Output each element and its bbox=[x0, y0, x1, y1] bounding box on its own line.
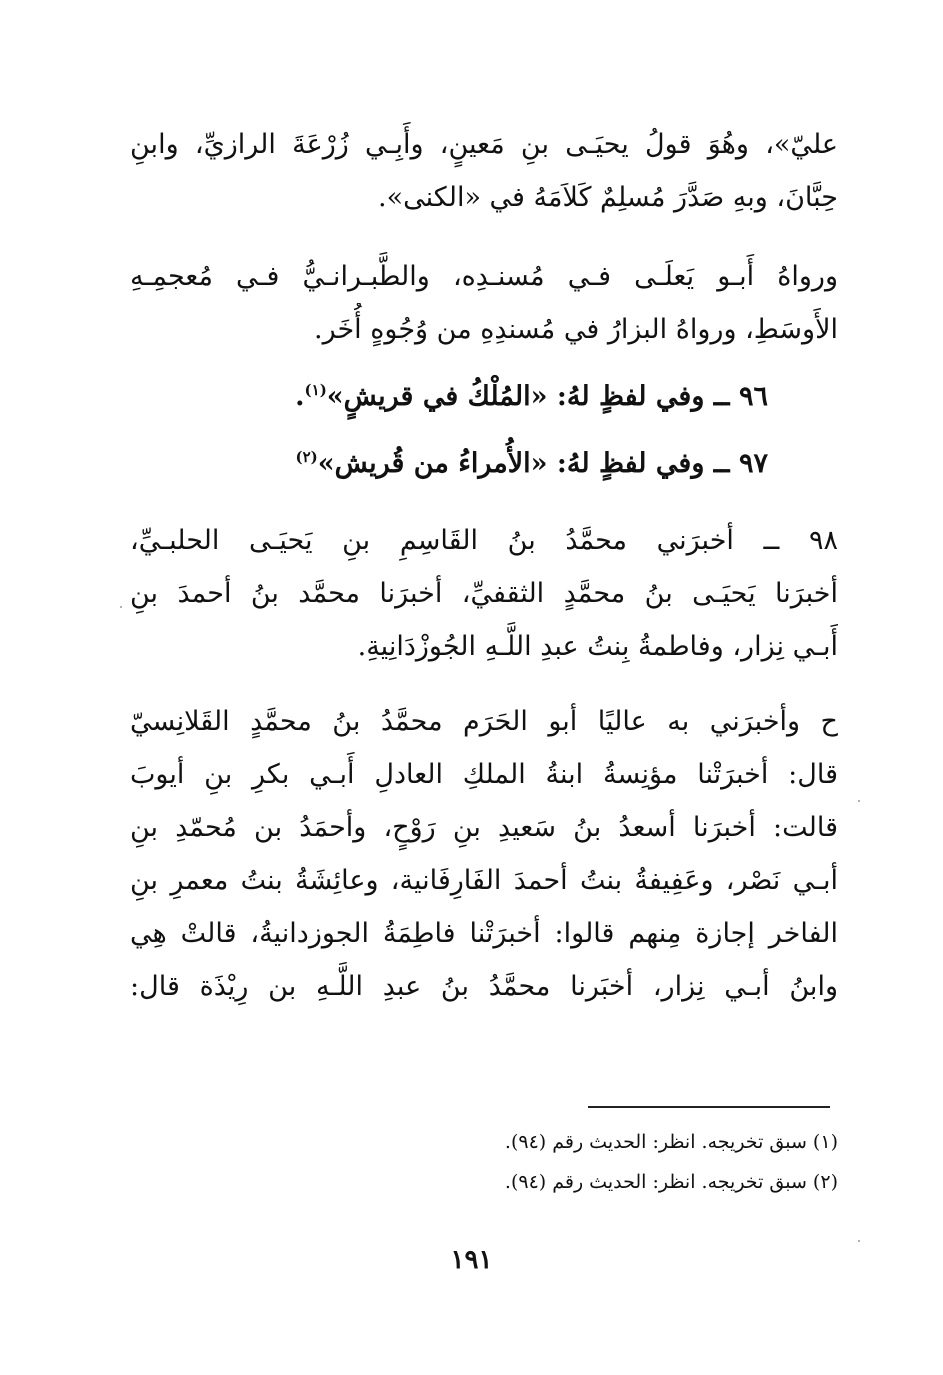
text-line: حِبَّانَ، وبهِ صَدَّرَ مُسلِمٌ كَلاَمَهُ في «الكنى». bbox=[378, 182, 838, 213]
footnotes bbox=[300, 1122, 838, 1202]
text-line: قالت: أخبرَنا أسعدُ بنُ سَعيدِ بنِ رَوْحٍ، وأحمَدُ بن مُحمّدِ بنِ bbox=[130, 812, 838, 843]
hadith-96 bbox=[130, 370, 838, 423]
text-line: ح وأخبرَني به عاليًا أبو الحَرَم محمَّدُ بنُ محمَّدٍ القَلانِسيّ bbox=[130, 706, 838, 737]
text-line: أَبـي نِزار، وفاطمةُ بِنتُ عبدِ اللَّـهِ الجُوزْدَانِيةِ. bbox=[357, 631, 838, 662]
scan-speck bbox=[858, 800, 860, 802]
page-number: ١٩١ bbox=[450, 1245, 493, 1275]
text-line: قال: أخبرَتْنا مؤنِسةُ ابنةُ الملكِ العادلِ أَبـي بكرِ بنِ أيوبَ bbox=[130, 759, 838, 790]
hadith-97 bbox=[130, 437, 838, 490]
scan-speck bbox=[120, 606, 122, 608]
text-line: أخبرَنا يَحيَـى بنُ محمَّدٍ الثقفيِّ، أخبرَنا محمَّد بنُ أحمدَ بنِ bbox=[130, 578, 838, 609]
footnote-ref: (٢) bbox=[295, 448, 318, 466]
hadith-end: . bbox=[295, 381, 305, 412]
text-line: الأَوسَطِ، ورواهُ البزارُ في مُسندِهِ من وُجُوهٍ أُخَر. bbox=[314, 314, 838, 345]
text-line: عليّ»، وهُوَ قولُ يحيَـى بنِ مَعينٍ، وأَبِـي زُرْعَةَ الرازيِّ، وابنِ bbox=[130, 129, 838, 160]
main-text bbox=[130, 118, 838, 1013]
text-line: الفاخر إجازة مِنهم قالوا: أخبرَتْنا فاطِمَةُ الجوزدانيةُ، قالتْ هِي bbox=[130, 918, 838, 949]
scan-speck bbox=[858, 1240, 860, 1242]
footnote-ref: (١) bbox=[304, 381, 327, 399]
hadith-text: ٩٦ ــ وفي لفظٍ لهُ: «المُلْكُ في قريشٍ» bbox=[326, 381, 768, 412]
text-line: ٩٨ ــ أخبرَني محمَّدُ بنُ القَاسِمِ بنِ يَحيَـى الحلبـيِّ، bbox=[130, 525, 838, 556]
footnote-divider bbox=[588, 1106, 830, 1108]
text-line: ورواهُ أَبـو يَعلَـى فـي مُسنـدِه، والطَّبـرانـيُّ فـي مُعجمِـهِ bbox=[130, 261, 838, 292]
text-line: أبـي نَصْر، وعَفِيفةُ بنتُ أحمدَ الفَارِفَانية، وعائِشَةُ بنتُ معمرِ بنِ bbox=[130, 865, 838, 896]
footnote: (١) سبق تخريجه. انظر: الحديث رقم (٩٤). bbox=[504, 1131, 838, 1153]
footnote: (٢) سبق تخريجه. انظر: الحديث رقم (٩٤). bbox=[504, 1171, 838, 1193]
text-line: وابنُ أبـي نِزار، أخبَرنا محمَّدُ بنُ عبدِ اللَّـهِ بن رِيْذَة قال: bbox=[130, 971, 838, 1002]
hadith-text: ٩٧ ــ وفي لفظٍ لهُ: «الأُمراءُ من قُريش» bbox=[317, 448, 768, 479]
